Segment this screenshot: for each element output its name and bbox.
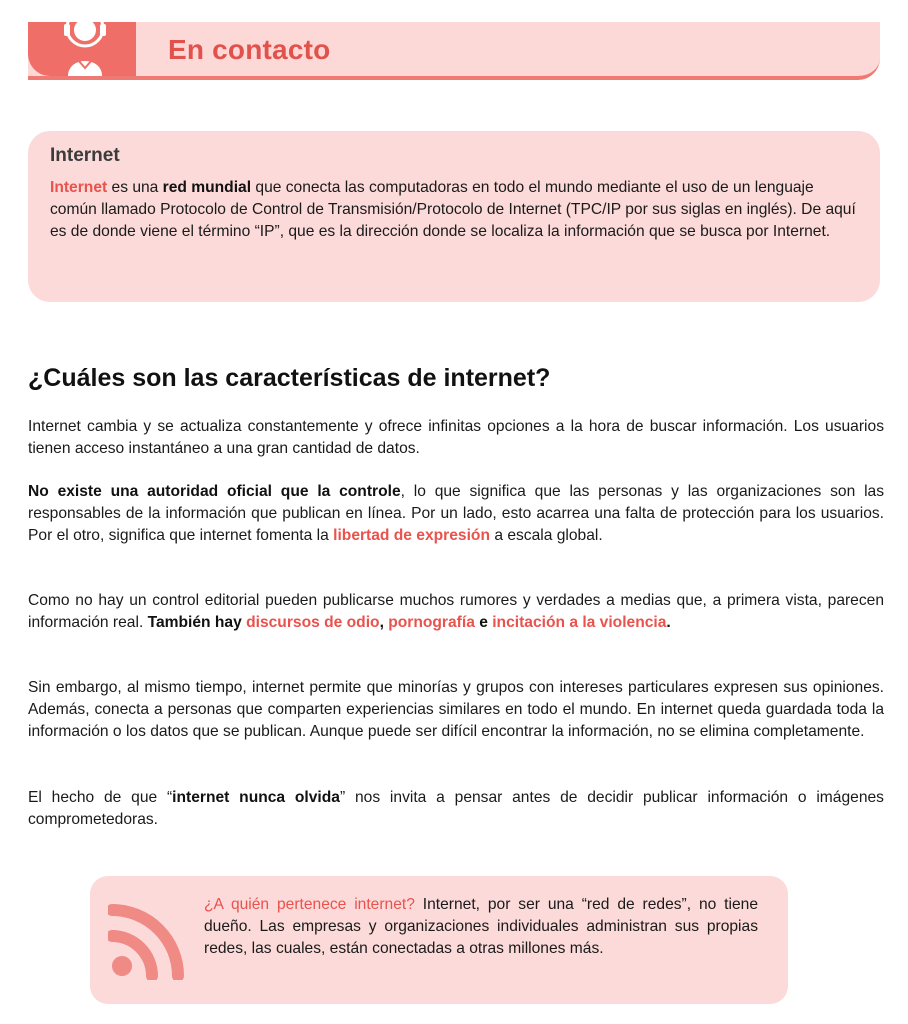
callout-question: ¿A quién pertenece internet? [204, 896, 415, 913]
highlight-odio: discursos de odio [246, 614, 380, 631]
paragraph-text: , [379, 614, 389, 631]
highlight-pornografia: pornografía [388, 614, 475, 631]
paragraph-2 [28, 481, 884, 547]
paragraph-5-bold: internet nunca olvida [172, 789, 340, 806]
definition-term: Internet [50, 179, 108, 196]
paragraph-4: Sin embargo, al mismo tiempo, internet permite que minorías y grupos con intereses particulares expresen sus opiniones. Además, conecta a personas que comparten experiencias similares en todo el mundo. En internet queda guardada toda la información o los datos que se publican. Aunque puede ser difícil encontrar la información, no se elimina completamente. [28, 679, 884, 740]
paragraph-text: e [474, 614, 493, 631]
banner-icon-box [28, 22, 136, 76]
definition-heading: Internet [50, 145, 120, 166]
section-title: ¿Cuáles son las características de internet? [28, 364, 551, 392]
person-headset-icon [28, 22, 136, 76]
callout-text [204, 894, 758, 960]
paragraph-text: . [666, 614, 671, 631]
definition-text [50, 177, 858, 243]
paragraph-text: , lo que significa que las personas y las organizaciones son las responsables de la información que publican en línea. Por un lado, esto acarrea una falta de protección para los usuarios. Por el otro, significa que internet fomenta la [28, 483, 885, 544]
header-banner [28, 22, 880, 80]
paragraph-5 [28, 787, 884, 831]
highlight-libertad: libertad de expresión [333, 527, 490, 544]
callout-answer: Internet, por ser una “red de redes”, no tiene dueño. Las empresas y organizaciones individuales administran sus propias redes, las cuales, están conectadas a otras millones más. [204, 896, 758, 957]
paragraph-text: Como no hay un control editorial pueden publicarse muchos rumores y verdades a medias que, a primera vista, parecen información real. [28, 592, 884, 631]
rss-feed-icon [108, 900, 188, 980]
paragraph-3 [28, 590, 884, 634]
paragraph-1: Internet cambia y se actualiza constantemente y ofrece infinitas opciones a la hora de buscar información. Los usuarios tienen acceso instantáneo a una gran cantidad de datos. [28, 418, 884, 457]
definition-bold: red mundial [162, 179, 252, 196]
paragraph-3-bold: También hay [147, 614, 247, 631]
paragraph-text: El hecho de que “ [28, 789, 173, 806]
definition-box [28, 131, 880, 302]
paragraph-text: a escala global. [489, 527, 603, 544]
definition-text-part: es una [107, 179, 163, 196]
callout-box [90, 876, 788, 1004]
paragraph-text: ” nos invita a pensar antes de decidir publicar información o imágenes comprometedoras. [28, 789, 884, 828]
page-title: En contacto [168, 34, 331, 65]
definition-text-part: que conecta las computadoras en todo el mundo mediante el uso de un lenguaje común llamado Protocolo de Control de Transmisión/Protocolo de Internet (TPC/IP por sus siglas en inglés). De aquí es de donde viene el término “IP”, que es la dirección donde se localiza la información que se busca por Internet. [50, 179, 856, 240]
highlight-violencia: incitación a la violencia [492, 614, 667, 631]
paragraph-2-bold: No existe una autoridad oficial que la controle [28, 483, 401, 500]
